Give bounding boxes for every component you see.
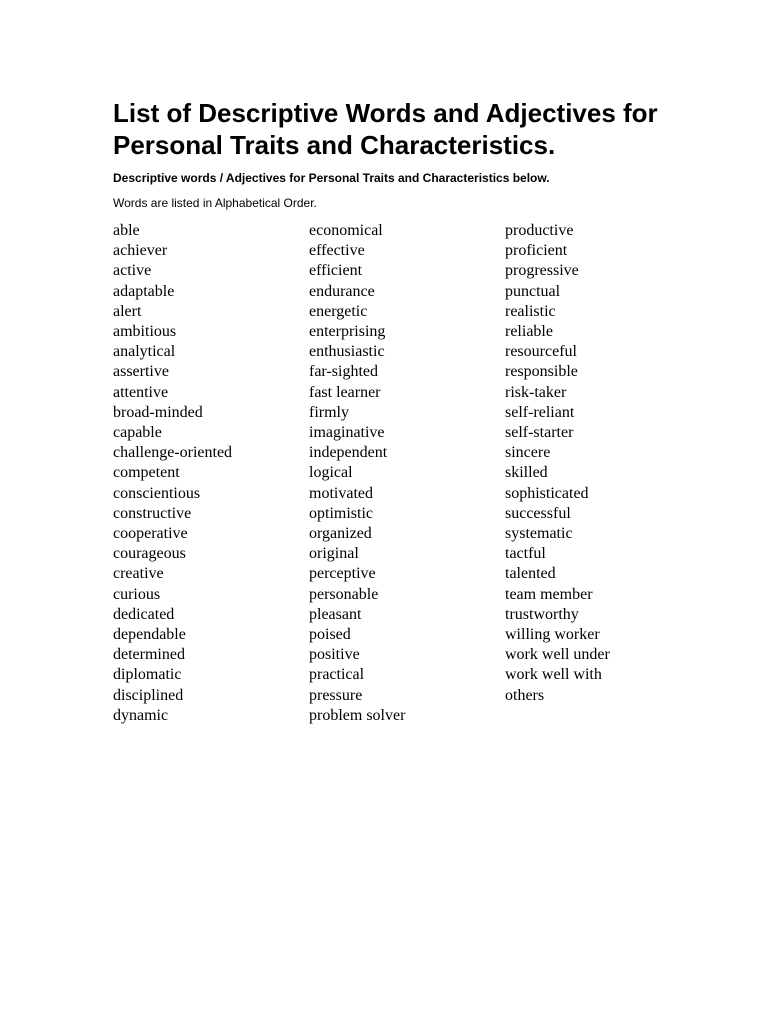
word-item: imaginative: [309, 424, 385, 442]
word-item: problem solver: [309, 706, 406, 724]
word-item: fast learner: [309, 383, 381, 401]
word-item: determined: [113, 646, 185, 664]
word-item: willing worker: [505, 626, 600, 644]
word-item: alert: [113, 302, 142, 320]
word-item: dynamic: [113, 706, 169, 724]
word-item: curious: [113, 585, 161, 603]
word-item: courageous: [113, 545, 186, 563]
word-item: team member: [505, 585, 593, 603]
word-item: practical: [309, 666, 365, 684]
word-item: others: [505, 686, 545, 704]
word-item: tactful: [505, 545, 546, 563]
word-item: adaptable: [113, 282, 175, 300]
word-item: motivated: [309, 484, 373, 502]
word-item: analytical: [113, 343, 176, 361]
word-item: responsible: [505, 363, 578, 381]
word-column-2: [309, 221, 405, 726]
word-item: creative: [113, 565, 164, 583]
word-item: realistic: [505, 302, 556, 320]
word-item: original: [309, 545, 359, 563]
word-item: economical: [309, 222, 383, 239]
word-item: independent: [309, 444, 388, 462]
word-item: firmly: [309, 403, 349, 421]
word-item: positive: [309, 646, 360, 664]
word-item: talented: [505, 565, 556, 583]
word-item: endurance: [309, 282, 375, 300]
word-item: active: [113, 262, 152, 280]
word-item: optimistic: [309, 504, 373, 522]
word-item: poised: [309, 626, 351, 644]
word-item: logical: [309, 464, 353, 482]
word-item: energetic: [309, 302, 368, 320]
word-column-1: [113, 221, 232, 726]
word-item: skilled: [505, 464, 548, 482]
word-item: diplomatic: [113, 666, 182, 684]
word-item: constructive: [113, 504, 192, 522]
word-item: sophisticated: [505, 484, 589, 502]
alphabetical-note: Words are listed in Alphabetical Order.: [113, 196, 317, 210]
word-item: cooperative: [113, 525, 188, 543]
word-item: perceptive: [309, 565, 376, 583]
word-item: assertive: [113, 363, 169, 381]
word-item: competent: [113, 464, 180, 482]
word-item: resourceful: [505, 343, 577, 361]
word-item: productive: [505, 222, 574, 239]
word-item: able: [113, 222, 140, 239]
word-item: sincere: [505, 444, 551, 462]
word-item: far-sighted: [309, 363, 378, 381]
word-item: enthusiastic: [309, 343, 385, 361]
word-item: risk-taker: [505, 383, 567, 401]
word-item: ambitious: [113, 323, 177, 341]
word-item: proficient: [505, 242, 568, 260]
word-item: work well under: [505, 646, 610, 664]
word-item: systematic: [505, 525, 573, 543]
word-item: self-reliant: [505, 403, 575, 421]
word-item: personable: [309, 585, 379, 603]
word-item: self-starter: [505, 424, 574, 442]
word-item: dedicated: [113, 605, 175, 623]
word-item: attentive: [113, 383, 169, 401]
word-item: successful: [505, 504, 571, 522]
page-title: List of Descriptive Words and Adjectives for Personal Traits and Characteristics.: [113, 98, 658, 160]
word-item: efficient: [309, 262, 363, 280]
word-item: reliable: [505, 323, 553, 341]
word-item: dependable: [113, 626, 186, 644]
word-item: challenge-oriented: [113, 444, 233, 462]
word-item: pressure: [309, 686, 363, 704]
word-item: achiever: [113, 242, 168, 260]
word-item: punctual: [505, 282, 561, 300]
word-item: disciplined: [113, 686, 184, 704]
word-item: pleasant: [309, 605, 362, 623]
word-column-3: [505, 221, 610, 706]
word-item: trustworthy: [505, 605, 579, 623]
word-item: progressive: [505, 262, 579, 280]
word-item: work well with: [505, 666, 602, 684]
word-item: broad-minded: [113, 403, 203, 421]
word-item: enterprising: [309, 323, 386, 341]
word-item: capable: [113, 424, 162, 442]
word-item: effective: [309, 242, 365, 260]
word-item: organized: [309, 525, 372, 543]
word-item: conscientious: [113, 484, 201, 502]
subtitle: Descriptive words / Adjectives for Personal Traits and Characteristics below.: [113, 171, 550, 185]
